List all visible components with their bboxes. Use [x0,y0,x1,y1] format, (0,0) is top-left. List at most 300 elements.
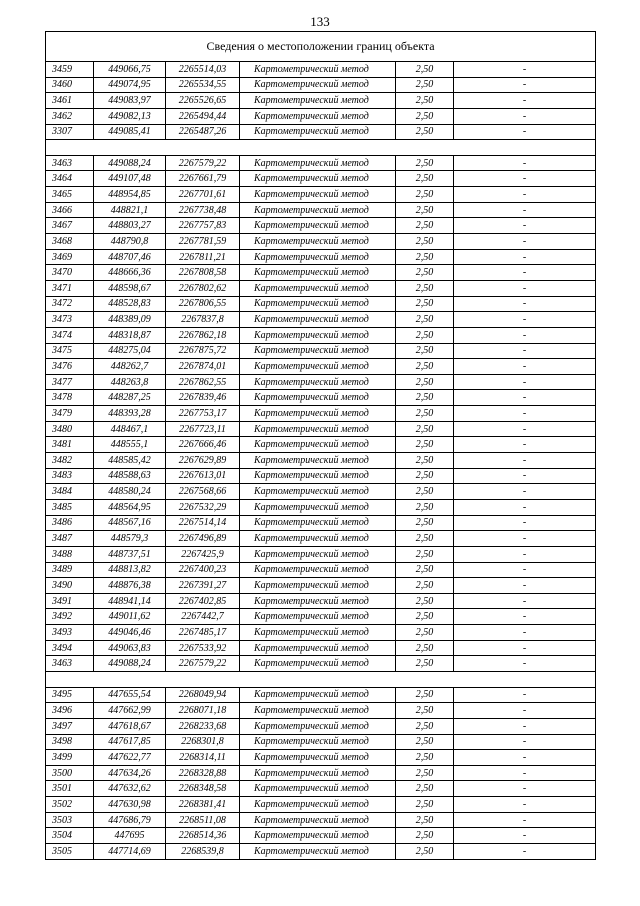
x-coordinate-cell: 448707,46 [94,249,166,265]
table-row [46,781,596,797]
accuracy-cell: 2,50 [396,187,454,203]
x-coordinate-cell: 448737,51 [94,546,166,562]
y-coordinate-cell: 2267442,7 [166,609,240,625]
method-cell: Картометрический метод [240,718,396,734]
method-cell: Картометрический метод [240,562,396,578]
method-cell: Картометрический метод [240,812,396,828]
x-coordinate-cell: 447634,26 [94,765,166,781]
method-cell: Картометрический метод [240,640,396,656]
point-number-cell: 3478 [46,390,94,406]
y-coordinate-cell: 2267862,55 [166,374,240,390]
table-row [46,171,596,187]
method-cell: Картометрический метод [240,155,396,171]
y-coordinate-cell: 2267579,22 [166,656,240,672]
method-cell: Картометрический метод [240,187,396,203]
description-cell: - [454,265,596,281]
x-coordinate-cell: 448275,04 [94,343,166,359]
y-coordinate-cell: 2267666,46 [166,437,240,453]
table-row [46,562,596,578]
description-cell: - [454,124,596,140]
y-coordinate-cell: 2267875,72 [166,343,240,359]
table-row [46,734,596,750]
y-coordinate-cell: 2268314,11 [166,750,240,766]
separator-row [46,140,596,156]
x-coordinate-cell: 448821,1 [94,202,166,218]
point-number-cell: 3496 [46,703,94,719]
x-coordinate-cell: 448567,16 [94,515,166,531]
point-number-cell: 3493 [46,625,94,641]
table-row [46,218,596,234]
point-number-cell: 3462 [46,108,94,124]
point-number-cell: 3484 [46,484,94,500]
x-coordinate-cell: 447617,85 [94,734,166,750]
accuracy-cell: 2,50 [396,531,454,547]
y-coordinate-cell: 2265494,44 [166,108,240,124]
accuracy-cell: 2,50 [396,499,454,515]
accuracy-cell: 2,50 [396,734,454,750]
method-cell: Картометрический метод [240,62,396,78]
accuracy-cell: 2,50 [396,234,454,250]
table-row [46,124,596,140]
accuracy-cell: 2,50 [396,108,454,124]
x-coordinate-cell: 449011,62 [94,609,166,625]
y-coordinate-cell: 2267533,92 [166,640,240,656]
x-coordinate-cell: 448579,3 [94,531,166,547]
y-coordinate-cell: 2267862,18 [166,327,240,343]
table-row [46,421,596,437]
accuracy-cell: 2,50 [396,609,454,625]
description-cell: - [454,484,596,500]
y-coordinate-cell: 2267806,55 [166,296,240,312]
method-cell: Картометрический метод [240,844,396,860]
x-coordinate-cell: 448876,38 [94,578,166,594]
x-coordinate-cell: 448467,1 [94,421,166,437]
y-coordinate-cell: 2267629,89 [166,453,240,469]
y-coordinate-cell: 2268301,8 [166,734,240,750]
table-row [46,265,596,281]
table-row [46,578,596,594]
y-coordinate-cell: 2267402,85 [166,593,240,609]
description-cell: - [454,593,596,609]
y-coordinate-cell: 2267839,46 [166,390,240,406]
description-cell: - [454,93,596,109]
accuracy-cell: 2,50 [396,202,454,218]
x-coordinate-cell: 447655,54 [94,687,166,703]
method-cell: Картометрический метод [240,499,396,515]
table-row [46,155,596,171]
description-cell: - [454,718,596,734]
accuracy-cell: 2,50 [396,593,454,609]
point-number-cell: 3502 [46,797,94,813]
description-cell: - [454,499,596,515]
accuracy-cell: 2,50 [396,171,454,187]
accuracy-cell: 2,50 [396,343,454,359]
method-cell: Картометрический метод [240,359,396,375]
method-cell: Картометрический метод [240,687,396,703]
point-number-cell: 3474 [46,327,94,343]
method-cell: Картометрический метод [240,421,396,437]
x-coordinate-cell: 448564,95 [94,499,166,515]
description-cell: - [454,390,596,406]
point-number-cell: 3504 [46,828,94,844]
accuracy-cell: 2,50 [396,828,454,844]
method-cell: Картометрический метод [240,609,396,625]
x-coordinate-cell: 448555,1 [94,437,166,453]
table-row [46,62,596,78]
description-cell: - [454,280,596,296]
point-number-cell: 3482 [46,453,94,469]
separator-cell [46,140,596,156]
y-coordinate-cell: 2267425,9 [166,546,240,562]
y-coordinate-cell: 2268381,41 [166,797,240,813]
point-number-cell: 3460 [46,77,94,93]
table-row [46,249,596,265]
method-cell: Картометрический метод [240,531,396,547]
point-number-cell: 3469 [46,249,94,265]
description-cell: - [454,108,596,124]
x-coordinate-cell: 447630,98 [94,797,166,813]
description-cell: - [454,797,596,813]
table-row [46,484,596,500]
separator-row [46,671,596,687]
accuracy-cell: 2,50 [396,77,454,93]
table-row [46,374,596,390]
description-cell: - [454,546,596,562]
point-number-cell: 3464 [46,171,94,187]
y-coordinate-cell: 2267400,23 [166,562,240,578]
boundary-table-container [45,31,595,860]
table-title-row [46,32,596,62]
x-coordinate-cell: 448598,67 [94,280,166,296]
accuracy-cell: 2,50 [396,359,454,375]
accuracy-cell: 2,50 [396,93,454,109]
method-cell: Картометрический метод [240,249,396,265]
accuracy-cell: 2,50 [396,124,454,140]
y-coordinate-cell: 2268071,18 [166,703,240,719]
description-cell: - [454,734,596,750]
description-cell: - [454,609,596,625]
x-coordinate-cell: 448813,82 [94,562,166,578]
y-coordinate-cell: 2267613,01 [166,468,240,484]
description-cell: - [454,374,596,390]
point-number-cell: 3479 [46,406,94,422]
x-coordinate-cell: 448580,24 [94,484,166,500]
x-coordinate-cell: 449083,97 [94,93,166,109]
accuracy-cell: 2,50 [396,687,454,703]
method-cell: Картометрический метод [240,656,396,672]
point-number-cell: 3500 [46,765,94,781]
point-number-cell: 3501 [46,781,94,797]
x-coordinate-cell: 447695 [94,828,166,844]
table-row [46,108,596,124]
method-cell: Картометрический метод [240,327,396,343]
accuracy-cell: 2,50 [396,468,454,484]
description-cell: - [454,155,596,171]
description-cell: - [454,249,596,265]
y-coordinate-cell: 2268049,94 [166,687,240,703]
point-number-cell: 3463 [46,155,94,171]
table-title: Сведения о местоположении границ объекта [46,32,596,62]
accuracy-cell: 2,50 [396,781,454,797]
x-coordinate-cell: 449066,75 [94,62,166,78]
y-coordinate-cell: 2267579,22 [166,155,240,171]
x-coordinate-cell: 448318,87 [94,327,166,343]
x-coordinate-cell: 449088,24 [94,656,166,672]
method-cell: Картометрический метод [240,77,396,93]
table-row [46,312,596,328]
table-row [46,453,596,469]
description-cell: - [454,703,596,719]
description-cell: - [454,234,596,250]
accuracy-cell: 2,50 [396,812,454,828]
accuracy-cell: 2,50 [396,718,454,734]
y-coordinate-cell: 2267757,83 [166,218,240,234]
x-coordinate-cell: 449046,46 [94,625,166,641]
y-coordinate-cell: 2265487,26 [166,124,240,140]
point-number-cell: 3466 [46,202,94,218]
y-coordinate-cell: 2267391,27 [166,578,240,594]
table-row [46,93,596,109]
description-cell: - [454,625,596,641]
y-coordinate-cell: 2268233,68 [166,718,240,734]
table-row [46,718,596,734]
x-coordinate-cell: 447618,67 [94,718,166,734]
accuracy-cell: 2,50 [396,844,454,860]
description-cell: - [454,343,596,359]
point-number-cell: 3505 [46,844,94,860]
description-cell: - [454,218,596,234]
point-number-cell: 3477 [46,374,94,390]
point-number-cell: 3465 [46,187,94,203]
y-coordinate-cell: 2267753,17 [166,406,240,422]
description-cell: - [454,187,596,203]
point-number-cell: 3483 [46,468,94,484]
method-cell: Картометрический метод [240,93,396,109]
accuracy-cell: 2,50 [396,437,454,453]
point-number-cell: 3481 [46,437,94,453]
description-cell: - [454,421,596,437]
y-coordinate-cell: 2268348,58 [166,781,240,797]
x-coordinate-cell: 448666,36 [94,265,166,281]
method-cell: Картометрический метод [240,265,396,281]
table-row [46,327,596,343]
method-cell: Картометрический метод [240,750,396,766]
accuracy-cell: 2,50 [396,312,454,328]
method-cell: Картометрический метод [240,515,396,531]
method-cell: Картометрический метод [240,828,396,844]
description-cell: - [454,562,596,578]
method-cell: Картометрический метод [240,390,396,406]
point-number-cell: 3476 [46,359,94,375]
x-coordinate-cell: 448588,63 [94,468,166,484]
y-coordinate-cell: 2267485,17 [166,625,240,641]
accuracy-cell: 2,50 [396,625,454,641]
table-row [46,656,596,672]
description-cell: - [454,656,596,672]
point-number-cell: 3472 [46,296,94,312]
method-cell: Картометрический метод [240,781,396,797]
point-number-cell: 3471 [46,280,94,296]
method-cell: Картометрический метод [240,124,396,140]
description-cell: - [454,812,596,828]
method-cell: Картометрический метод [240,468,396,484]
point-number-cell: 3486 [46,515,94,531]
description-cell: - [454,327,596,343]
point-number-cell: 3485 [46,499,94,515]
method-cell: Картометрический метод [240,484,396,500]
x-coordinate-cell: 448262,7 [94,359,166,375]
accuracy-cell: 2,50 [396,797,454,813]
x-coordinate-cell: 447714,69 [94,844,166,860]
x-coordinate-cell: 448393,28 [94,406,166,422]
y-coordinate-cell: 2267781,59 [166,234,240,250]
table-row [46,202,596,218]
accuracy-cell: 2,50 [396,484,454,500]
description-cell: - [454,62,596,78]
table-row [46,437,596,453]
table-row [46,390,596,406]
table-row [46,406,596,422]
method-cell: Картометрический метод [240,797,396,813]
x-coordinate-cell: 449088,24 [94,155,166,171]
y-coordinate-cell: 2268328,88 [166,765,240,781]
x-coordinate-cell: 447622,77 [94,750,166,766]
table-row [46,77,596,93]
description-cell: - [454,202,596,218]
accuracy-cell: 2,50 [396,280,454,296]
y-coordinate-cell: 2267661,79 [166,171,240,187]
point-number-cell: 3475 [46,343,94,359]
point-number-cell: 3499 [46,750,94,766]
description-cell: - [454,640,596,656]
table-row [46,468,596,484]
accuracy-cell: 2,50 [396,265,454,281]
point-number-cell: 3489 [46,562,94,578]
y-coordinate-cell: 2267514,14 [166,515,240,531]
table-row [46,593,596,609]
point-number-cell: 3492 [46,609,94,625]
point-number-cell: 3461 [46,93,94,109]
method-cell: Картометрический метод [240,593,396,609]
description-cell: - [454,844,596,860]
accuracy-cell: 2,50 [396,327,454,343]
table-row [46,765,596,781]
point-number-cell: 3487 [46,531,94,547]
point-number-cell: 3488 [46,546,94,562]
accuracy-cell: 2,50 [396,218,454,234]
y-coordinate-cell: 2267723,11 [166,421,240,437]
description-cell: - [454,515,596,531]
y-coordinate-cell: 2265534,55 [166,77,240,93]
method-cell: Картометрический метод [240,406,396,422]
point-number-cell: 3473 [46,312,94,328]
table-row [46,703,596,719]
y-coordinate-cell: 2267738,48 [166,202,240,218]
accuracy-cell: 2,50 [396,296,454,312]
separator-cell [46,671,596,687]
y-coordinate-cell: 2267701,61 [166,187,240,203]
description-cell: - [454,437,596,453]
accuracy-cell: 2,50 [396,750,454,766]
accuracy-cell: 2,50 [396,453,454,469]
method-cell: Картометрический метод [240,765,396,781]
accuracy-cell: 2,50 [396,515,454,531]
description-cell: - [454,359,596,375]
table-row [46,187,596,203]
table-row [46,687,596,703]
method-cell: Картометрический метод [240,374,396,390]
x-coordinate-cell: 449085,41 [94,124,166,140]
page-number: 133 [310,14,330,29]
x-coordinate-cell: 448941,14 [94,593,166,609]
description-cell: - [454,750,596,766]
point-number-cell: 3491 [46,593,94,609]
description-cell: - [454,578,596,594]
table-row [46,515,596,531]
method-cell: Картометрический метод [240,703,396,719]
method-cell: Картометрический метод [240,171,396,187]
y-coordinate-cell: 2267808,58 [166,265,240,281]
accuracy-cell: 2,50 [396,562,454,578]
method-cell: Картометрический метод [240,437,396,453]
table-row [46,546,596,562]
method-cell: Картометрический метод [240,280,396,296]
accuracy-cell: 2,50 [396,62,454,78]
point-number-cell: 3467 [46,218,94,234]
table-row [46,343,596,359]
accuracy-cell: 2,50 [396,578,454,594]
x-coordinate-cell: 447662,99 [94,703,166,719]
table-row [46,812,596,828]
y-coordinate-cell: 2268514,36 [166,828,240,844]
x-coordinate-cell: 448287,25 [94,390,166,406]
x-coordinate-cell: 448954,85 [94,187,166,203]
table-row [46,499,596,515]
x-coordinate-cell: 449107,48 [94,171,166,187]
description-cell: - [454,468,596,484]
description-cell: - [454,453,596,469]
accuracy-cell: 2,50 [396,656,454,672]
table-row [46,750,596,766]
point-number-cell: 3498 [46,734,94,750]
x-coordinate-cell: 448263,8 [94,374,166,390]
method-cell: Картометрический метод [240,234,396,250]
table-row [46,640,596,656]
description-cell: - [454,531,596,547]
accuracy-cell: 2,50 [396,703,454,719]
y-coordinate-cell: 2267811,21 [166,249,240,265]
accuracy-cell: 2,50 [396,155,454,171]
point-number-cell: 3494 [46,640,94,656]
accuracy-cell: 2,50 [396,421,454,437]
accuracy-cell: 2,50 [396,546,454,562]
y-coordinate-cell: 2267837,8 [166,312,240,328]
table-row [46,531,596,547]
description-cell: - [454,765,596,781]
y-coordinate-cell: 2268539,8 [166,844,240,860]
accuracy-cell: 2,50 [396,640,454,656]
y-coordinate-cell: 2267496,89 [166,531,240,547]
point-number-cell: 3480 [46,421,94,437]
x-coordinate-cell: 448585,42 [94,453,166,469]
table-row [46,296,596,312]
method-cell: Картометрический метод [240,453,396,469]
y-coordinate-cell: 2267874,01 [166,359,240,375]
point-number-cell: 3495 [46,687,94,703]
x-coordinate-cell: 449082,13 [94,108,166,124]
description-cell: - [454,296,596,312]
x-coordinate-cell: 449063,83 [94,640,166,656]
